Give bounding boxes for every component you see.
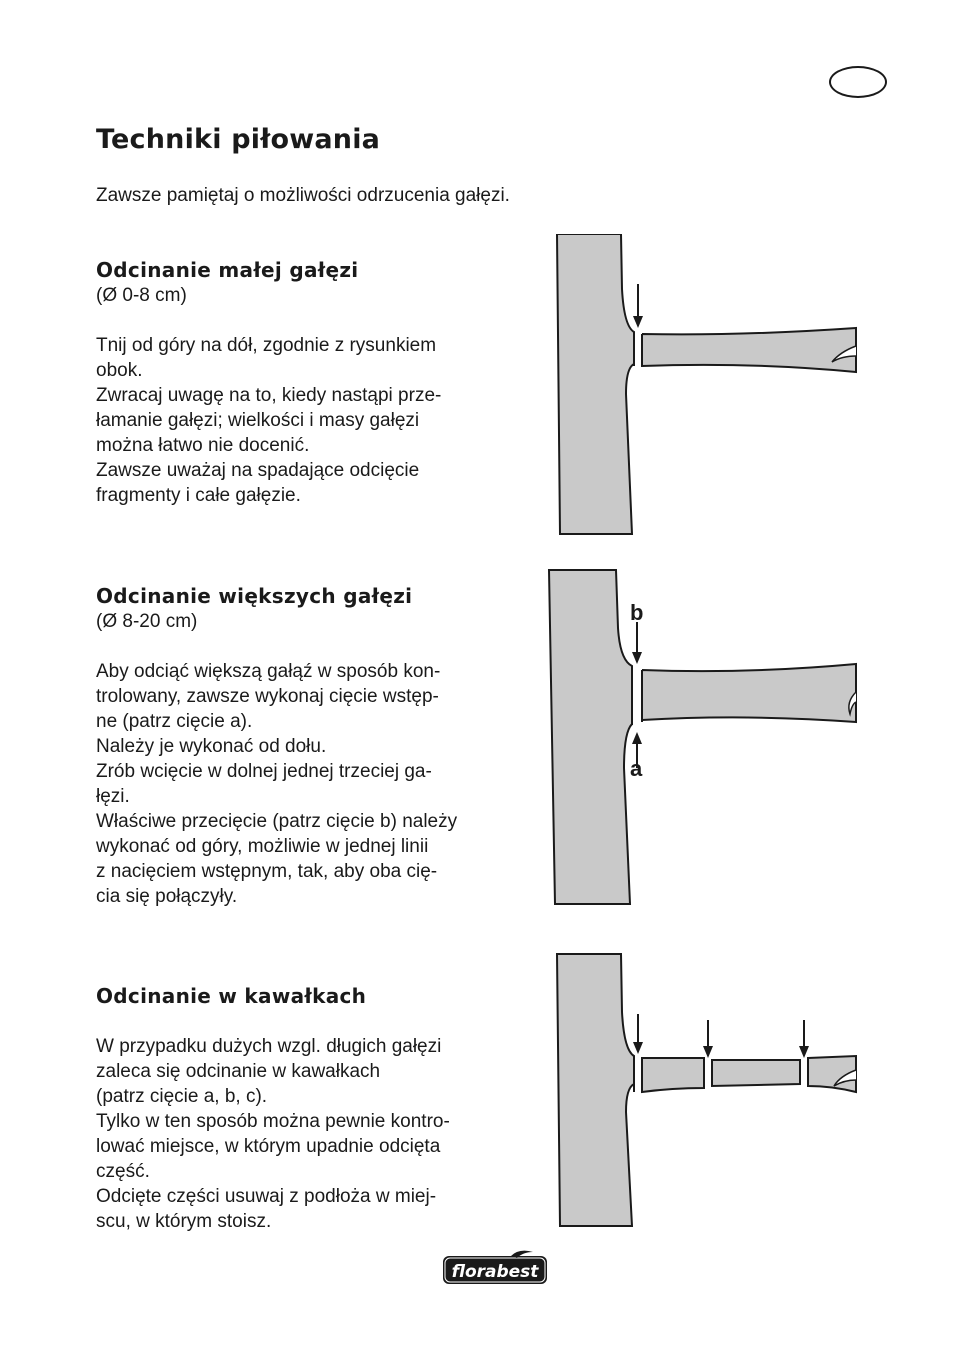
arrow-down-icon <box>632 622 642 664</box>
figure-small-branch-cut <box>550 234 860 538</box>
diameter-range: (Ø 0-8 cm) <box>96 285 187 306</box>
cut-label-b: b <box>630 600 644 625</box>
trunk <box>557 234 634 534</box>
arrow-down-icon <box>633 284 643 328</box>
florabest-logo <box>441 1250 549 1286</box>
section-body: W przypadku dużych wzgl. długich gałęzi zaleca się odcinanie w kawałkach (patrz cięcie a, b, c). Tylko w ten sposób można pewnie kontro- lować miejsce, w którym upadnie odcięta część. Odcięte części usuwaj z podłoża w miej- scu, w którym stoisz. <box>96 1036 450 1232</box>
section-heading: Odcinanie w kawałkach <box>96 984 367 1008</box>
arrow-down-icon <box>703 1020 713 1058</box>
branch-piece-2 <box>712 1060 800 1086</box>
arrow-down-icon <box>633 1014 643 1054</box>
figure-cut-in-pieces <box>552 952 860 1230</box>
section-heading: Odcinanie większych gałęzi <box>96 584 413 608</box>
section-body: Aby odciąć większą gałąź w sposób kon- trolowany, zawsze wykonaj cięcie wstęp- ne (patrz cięcie a). Należy je wykonać od dołu. Zrób wcięcie w dolnej jednej trzeciej ga- łęzi. Właściwe przecięcie (patrz cięcie b) należy wykonać od góry, możliwie w jednej linii z nacięciem wstępnym, tak, aby oba cię- cia się połączyły. <box>96 661 458 907</box>
section-pieces <box>96 983 496 1234</box>
cut-a-gap <box>632 711 642 725</box>
cut-b-gap <box>632 668 642 702</box>
trunk <box>549 570 632 904</box>
branch <box>642 664 856 722</box>
intro-text: Zawsze pamiętaj o możliwości odrzucenia gałęzi. <box>96 185 510 206</box>
cut-gap <box>634 332 642 366</box>
arrow-down-icon <box>799 1020 809 1058</box>
language-badge <box>829 66 887 98</box>
section-heading: Odcinanie małej gałęzi <box>96 258 359 282</box>
figure-larger-branch-cut <box>546 568 860 908</box>
branch-piece-1 <box>642 1058 704 1092</box>
section-body: Tnij od góry na dół, zgodnie z rysunkiem obok. Zwracaj uwagę na to, kiedy nastąpi prze- łamanie gałęzi; wielkości i masy gałęzi można łatwo nie docenić. Zawsze uważaj na spadające odcięcie fragmenty i całe gałęzie. <box>96 335 442 506</box>
branch <box>642 328 856 372</box>
section-larger-branch <box>96 583 496 909</box>
trunk <box>557 954 634 1226</box>
page-title: Techniki piłowania <box>96 124 381 155</box>
section-small-branch <box>96 257 496 508</box>
diameter-range: (Ø 8-20 cm) <box>96 611 198 632</box>
cut-label-a: a <box>630 756 643 781</box>
logo-text: florabest <box>451 1262 539 1282</box>
